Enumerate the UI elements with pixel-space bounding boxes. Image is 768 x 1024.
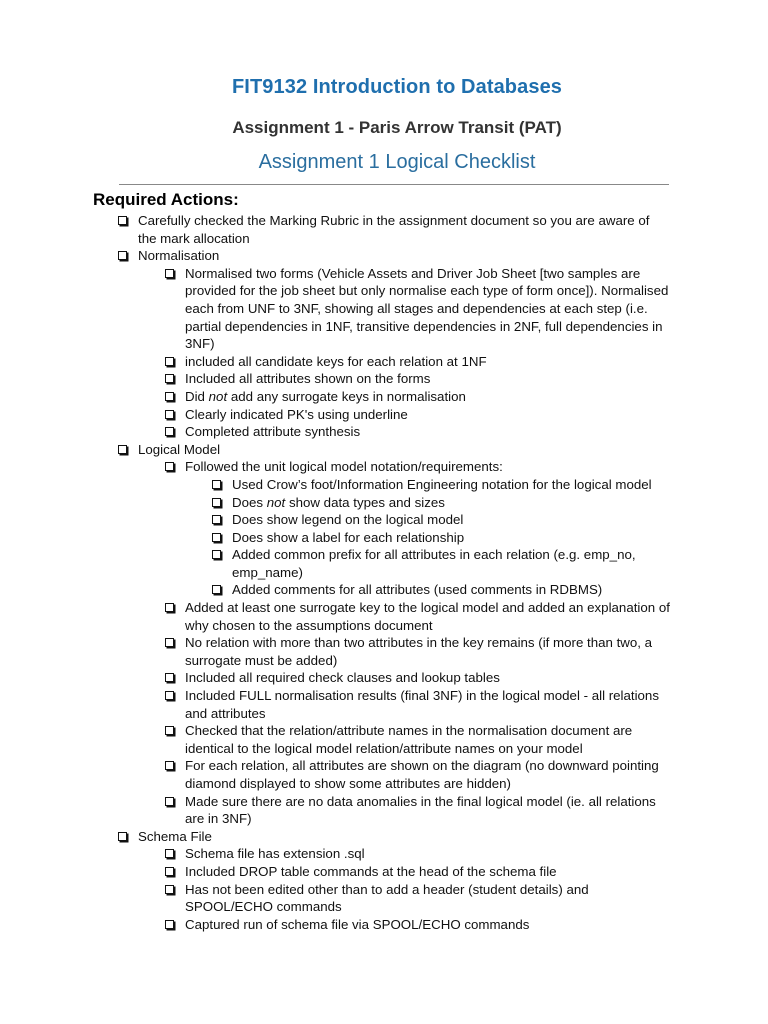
- checkbox-icon: [164, 759, 175, 770]
- list-item: Added common prefix for all attributes in each relation (e.g. emp_no, emp_name): [232, 546, 672, 581]
- checkbox-icon: [211, 496, 222, 507]
- list-item: Has not been edited other than to add a header (student details) and SPOOL/ECHO commands: [185, 881, 675, 916]
- list-item: Captured run of schema file via SPOOL/ECHO commands: [185, 916, 675, 934]
- list-item: included all candidate keys for each relation at 1NF: [185, 353, 675, 371]
- list-item: No relation with more than two attributes in the key remains (if more than two, a surrogate must be added): [185, 634, 675, 669]
- checkbox-icon: [164, 267, 175, 278]
- checkbox-icon: [164, 390, 175, 401]
- checkbox-icon: [164, 724, 175, 735]
- checkbox-icon: [211, 548, 222, 559]
- list-item: Clearly indicated PK's using underline: [185, 406, 675, 424]
- list-item: Normalisation: [138, 247, 670, 265]
- list-item: Schema file has extension .sql: [185, 845, 675, 863]
- list-item: Used Crow’s foot/Information Engineering notation for the logical model: [232, 476, 672, 494]
- list-item: Included all attributes shown on the forms: [185, 370, 675, 388]
- list-item: Included all required check clauses and lookup tables: [185, 669, 675, 687]
- checkbox-icon: [117, 443, 128, 454]
- checkbox-icon: [164, 847, 175, 858]
- list-item: Logical Model: [138, 441, 670, 459]
- checkbox-icon: [164, 408, 175, 419]
- checkbox-icon: [117, 830, 128, 841]
- checklist: [0, 212, 768, 933]
- checkbox-icon: [211, 583, 222, 594]
- list-item: Made sure there are no data anomalies in the final logical model (ie. all relations are in 3NF): [185, 793, 675, 828]
- checkbox-icon: [164, 601, 175, 612]
- checkbox-icon: [211, 513, 222, 524]
- checkbox-icon: [164, 636, 175, 647]
- list-item: Does show legend on the logical model: [232, 511, 672, 529]
- checkbox-icon: [164, 795, 175, 806]
- list-item: Followed the unit logical model notation/requirements:: [185, 458, 675, 476]
- checkbox-icon: [164, 918, 175, 929]
- required-actions-heading: Required Actions:: [93, 190, 239, 209]
- list-item: Schema File: [138, 828, 670, 846]
- checkbox-icon: [164, 865, 175, 876]
- checkbox-icon: [164, 372, 175, 383]
- list-item: Included FULL normalisation results (final 3NF) in the logical model - all relations and attributes: [185, 687, 675, 722]
- checkbox-icon: [164, 671, 175, 682]
- checkbox-icon: [211, 478, 222, 489]
- list-item: Does show a label for each relationship: [232, 529, 672, 547]
- title-divider: [119, 184, 669, 185]
- checkbox-icon: [164, 425, 175, 436]
- checkbox-icon: [211, 531, 222, 542]
- checkbox-icon: [164, 355, 175, 366]
- list-item: Normalised two forms (Vehicle Assets and Driver Job Sheet [two samples are provided for the job sheet but only normalise each type of form once]). Normalised each from UNF to 3NF, showing all stages and dependencies at each step (i.e. partial dependencies in 1NF, transitive dependencies in 2NF, full dependencies in 3NF): [185, 265, 675, 353]
- list-item: For each relation, all attributes are shown on the diagram (no downward pointing diamond displayed to show some attributes are hidden): [185, 757, 675, 792]
- course-title: FIT9132 Introduction to Databases: [231, 76, 563, 98]
- checkbox-icon: [164, 460, 175, 471]
- list-item: Checked that the relation/attribute names in the normalisation document are identical to the logical model relation/attribute names on your model: [185, 722, 675, 757]
- assignment-title: Assignment 1 - Paris Arrow Transit (PAT): [232, 118, 562, 137]
- checkbox-icon: [117, 249, 128, 260]
- list-item: Completed attribute synthesis: [185, 423, 675, 441]
- list-item: Added at least one surrogate key to the logical model and added an explanation of why chosen to the assumptions document: [185, 599, 675, 634]
- checkbox-icon: [164, 689, 175, 700]
- checklist-title: Assignment 1 Logical Checklist: [258, 151, 536, 173]
- list-item: Included DROP table commands at the head of the schema file: [185, 863, 675, 881]
- list-item: Did not add any surrogate keys in normalisation: [185, 388, 675, 406]
- checkbox-icon: [117, 214, 128, 225]
- list-item: Carefully checked the Marking Rubric in the assignment document so you are aware of the mark allocation: [138, 212, 670, 247]
- list-item: Added comments for all attributes (used comments in RDBMS): [232, 581, 672, 599]
- list-item: Does not show data types and sizes: [232, 494, 672, 512]
- checkbox-icon: [164, 883, 175, 894]
